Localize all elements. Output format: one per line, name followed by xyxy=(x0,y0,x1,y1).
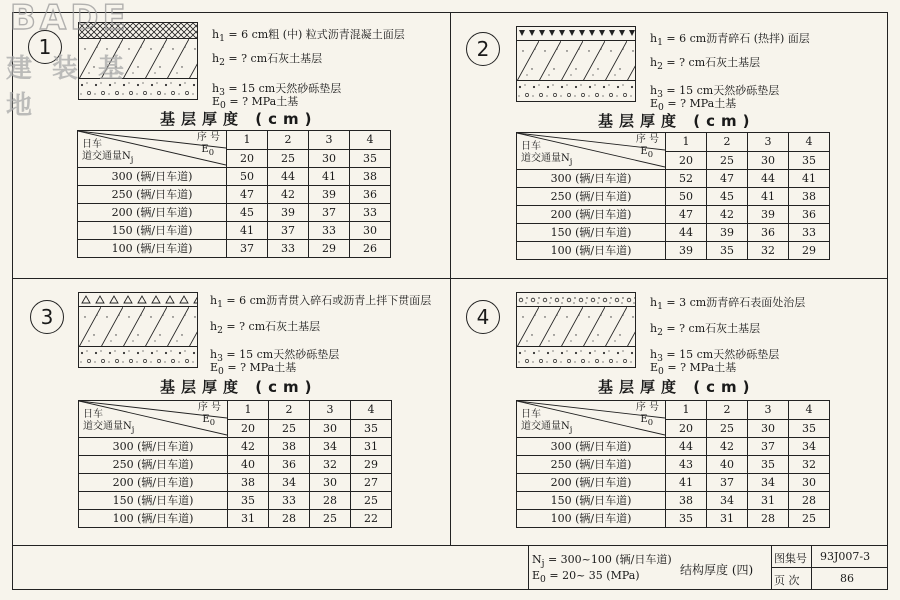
seq-cell: 4 xyxy=(350,131,391,150)
table-title: 基层厚度 (cm) xyxy=(160,110,318,128)
e0-label: $E_0$ = ? MPa土基 xyxy=(212,95,299,112)
surface-layer xyxy=(79,23,197,39)
e0-header: $E_0$ xyxy=(201,144,214,157)
h1-label: $h_1 = 3$ cm沥青碎石表面处治层 xyxy=(650,296,806,313)
seq-label: 序 号 xyxy=(635,402,659,413)
base-thickness-table xyxy=(516,400,830,528)
watermark-text: BADE xyxy=(10,0,130,38)
table-diagonal-header xyxy=(79,401,228,438)
seq-label: 序 号 xyxy=(196,132,220,143)
h2-label: $h_2$ = ? cm石灰土基层 xyxy=(650,322,761,339)
base-layer xyxy=(517,41,635,81)
pavement-section-diagram xyxy=(78,22,198,100)
e0-cell: 20 xyxy=(666,419,707,438)
e0-cell: 30 xyxy=(748,151,789,170)
e0-label: $E_0$ = ? MPa土基 xyxy=(650,361,737,378)
surface-layer xyxy=(517,27,635,41)
e0-cell: 25 xyxy=(269,419,310,438)
panel-3 xyxy=(12,278,450,544)
e0-cell: 25 xyxy=(707,151,748,170)
e0-cell: 35 xyxy=(789,151,830,170)
seq-cell: 2 xyxy=(269,401,310,420)
atlas-number: 93J007-3 xyxy=(820,550,871,563)
table-row: 200 (辆/日车道) 47 42 39 36 xyxy=(517,206,830,224)
pavement-section-diagram xyxy=(78,292,198,368)
panel-number: 1 xyxy=(28,30,62,64)
seq-cell: 2 xyxy=(707,133,748,152)
h3-label: $h_3 = 15$ cm天然砂砾垫层 xyxy=(210,348,340,365)
seq-label: 序 号 xyxy=(635,134,659,145)
gravel-pattern xyxy=(517,347,635,367)
panel-number: 2 xyxy=(466,32,500,66)
day-label: 日车 xyxy=(82,139,102,150)
e0-cell: 30 xyxy=(310,419,351,438)
table-row: 200 (辆/日车道) 38 34 30 27 xyxy=(79,474,392,492)
table-row: 250 (辆/日车道) 43 40 35 32 xyxy=(517,456,830,474)
table-row: 250 (辆/日车道) 47 42 39 36 xyxy=(78,186,391,204)
gravel-cushion-layer xyxy=(517,81,635,101)
h3-label: $h_3 = 15$ cm天然砂砾垫层 xyxy=(650,84,780,101)
triangle-aggregate-pattern xyxy=(517,27,635,41)
h2-label: $h_2$ = ? cm石灰土基层 xyxy=(650,56,761,73)
seq-cell: 4 xyxy=(789,401,830,420)
e0-label: $E_0$ = ? MPa土基 xyxy=(210,361,297,378)
crosshatch-pattern xyxy=(79,23,197,39)
table-diagonal-header xyxy=(517,133,666,170)
h2-label: $h_2$ = ? cm石灰土基层 xyxy=(210,320,321,337)
seq-cell: 1 xyxy=(666,133,707,152)
seq-cell: 1 xyxy=(227,131,268,150)
table-row: 100 (辆/日车道) 31 28 25 22 xyxy=(79,510,392,528)
seq-cell: 2 xyxy=(268,131,309,150)
base-layer xyxy=(517,307,635,347)
seq-cell: 3 xyxy=(310,401,351,420)
title-block-border xyxy=(528,545,529,590)
gravel-cushion-layer xyxy=(517,347,635,367)
e0-cell: 20 xyxy=(666,151,707,170)
surface-treatment-pattern xyxy=(517,293,635,307)
surface-layer xyxy=(79,293,197,307)
base-thickness-table xyxy=(516,132,830,260)
h1-label: $h_1 = 6$ cm粗 (中) 粒式沥青混凝土面层 xyxy=(212,28,405,45)
panel-1 xyxy=(12,12,450,278)
seq-cell: 3 xyxy=(748,133,789,152)
table-diagonal-header xyxy=(78,131,227,168)
table-title: 基层厚度 (cm) xyxy=(598,112,756,130)
e0-header: $E_0$ xyxy=(640,414,653,427)
base-thickness-table xyxy=(78,400,392,528)
penetration-macadam-pattern xyxy=(79,293,197,307)
h2-label: $h_2$ = ? cm石灰土基层 xyxy=(212,52,323,69)
traffic-label: 道交通量$N_j$ xyxy=(83,421,135,434)
page-number: 86 xyxy=(840,572,854,585)
nj-range: $N_j$ = 300~100 (辆/日车道) xyxy=(532,553,672,570)
gravel-cushion-layer xyxy=(79,347,197,367)
traffic-label: 道交通量$N_j$ xyxy=(521,153,573,166)
gravel-pattern xyxy=(517,81,635,101)
table-title: 基层厚度 (cm) xyxy=(160,378,318,396)
gravel-cushion-layer xyxy=(79,79,197,99)
seq-cell: 1 xyxy=(666,401,707,420)
table-row: 150 (辆/日车道) 35 33 28 25 xyxy=(79,492,392,510)
surface-layer xyxy=(517,293,635,307)
table-title: 基层厚度 (cm) xyxy=(598,378,756,396)
e0-header: $E_0$ xyxy=(640,146,653,159)
lime-soil-pattern xyxy=(517,307,635,347)
e0-cell: 20 xyxy=(228,419,269,438)
pavement-section-diagram xyxy=(516,292,636,368)
h1-label: $h_1 = 6$ cm沥青贯入碎石或沥青上拌下贯面层 xyxy=(210,294,432,311)
h1-label: $h_1 = 6$ cm沥青碎石 (热拌) 面层 xyxy=(650,32,810,49)
table-row: 100 (辆/日车道) 35 31 28 25 xyxy=(517,510,830,528)
panel-number: 4 xyxy=(466,300,500,334)
panel-4 xyxy=(450,278,888,544)
e0-cell: 25 xyxy=(268,149,309,168)
table-diagonal-header xyxy=(517,401,666,438)
day-label: 日车 xyxy=(521,409,541,420)
table-row: 300 (辆/日车道) 50 44 41 38 xyxy=(78,168,391,186)
seq-cell: 3 xyxy=(309,131,350,150)
seq-cell: 1 xyxy=(228,401,269,420)
page-label: 页 次 xyxy=(774,574,800,587)
title-block-border xyxy=(771,567,888,568)
base-layer xyxy=(79,39,197,79)
e0-header: $E_0$ xyxy=(202,414,215,427)
e0-range: $E_0$ = 20~ 35 (MPa) xyxy=(532,569,640,586)
table-row: 150 (辆/日车道) 44 39 36 33 xyxy=(517,224,830,242)
panel-number: 3 xyxy=(30,300,64,334)
seq-label: 序 号 xyxy=(197,402,221,413)
table-row: 300 (辆/日车道) 52 47 44 41 xyxy=(517,170,830,188)
traffic-label: 道交通量$N_j$ xyxy=(521,421,573,434)
day-label: 日车 xyxy=(521,141,541,152)
pavement-section-diagram xyxy=(516,26,636,102)
h3-label: $h_3 = 15$ cm天然砂砾垫层 xyxy=(212,82,342,99)
panel-2 xyxy=(450,12,888,278)
lime-soil-pattern xyxy=(517,41,635,81)
traffic-label: 道交通量$N_j$ xyxy=(82,151,134,164)
table-row: 200 (辆/日车道) 45 39 37 33 xyxy=(78,204,391,222)
lime-soil-pattern xyxy=(79,307,197,347)
gravel-pattern xyxy=(79,79,197,99)
title-block xyxy=(528,545,888,590)
base-layer xyxy=(79,307,197,347)
table-row: 300 (辆/日车道) 42 38 34 31 xyxy=(79,438,392,456)
e0-cell: 20 xyxy=(227,149,268,168)
table-row: 200 (辆/日车道) 41 37 34 30 xyxy=(517,474,830,492)
e0-cell: 25 xyxy=(707,419,748,438)
atlas-label: 图集号 xyxy=(774,552,807,565)
base-thickness-table xyxy=(77,130,391,258)
table-row: 300 (辆/日车道) 44 42 37 34 xyxy=(517,438,830,456)
e0-cell: 35 xyxy=(351,419,392,438)
h3-label: $h_3 = 15$ cm天然砂砾垫层 xyxy=(650,348,780,365)
gravel-pattern xyxy=(79,347,197,367)
lime-soil-pattern xyxy=(79,39,197,79)
table-row: 150 (辆/日车道) 41 37 33 30 xyxy=(78,222,391,240)
day-label: 日车 xyxy=(83,409,103,420)
e0-cell: 35 xyxy=(789,419,830,438)
table-row: 150 (辆/日车道) 38 34 31 28 xyxy=(517,492,830,510)
table-row: 100 (辆/日车道) 37 33 29 26 xyxy=(78,240,391,258)
e0-cell: 30 xyxy=(309,149,350,168)
seq-cell: 2 xyxy=(707,401,748,420)
table-row: 250 (辆/日车道) 50 45 41 38 xyxy=(517,188,830,206)
seq-cell: 4 xyxy=(789,133,830,152)
seq-cell: 4 xyxy=(351,401,392,420)
e0-cell: 30 xyxy=(748,419,789,438)
table-row: 100 (辆/日车道) 39 35 32 29 xyxy=(517,242,830,260)
drawing-title: 结构厚度 (四) xyxy=(680,563,754,577)
seq-cell: 3 xyxy=(748,401,789,420)
table-row: 250 (辆/日车道) 40 36 32 29 xyxy=(79,456,392,474)
e0-cell: 35 xyxy=(350,149,391,168)
e0-label: $E_0$ = ? MPa土基 xyxy=(650,97,737,114)
watermark-text: 建装基地 xyxy=(6,54,145,121)
